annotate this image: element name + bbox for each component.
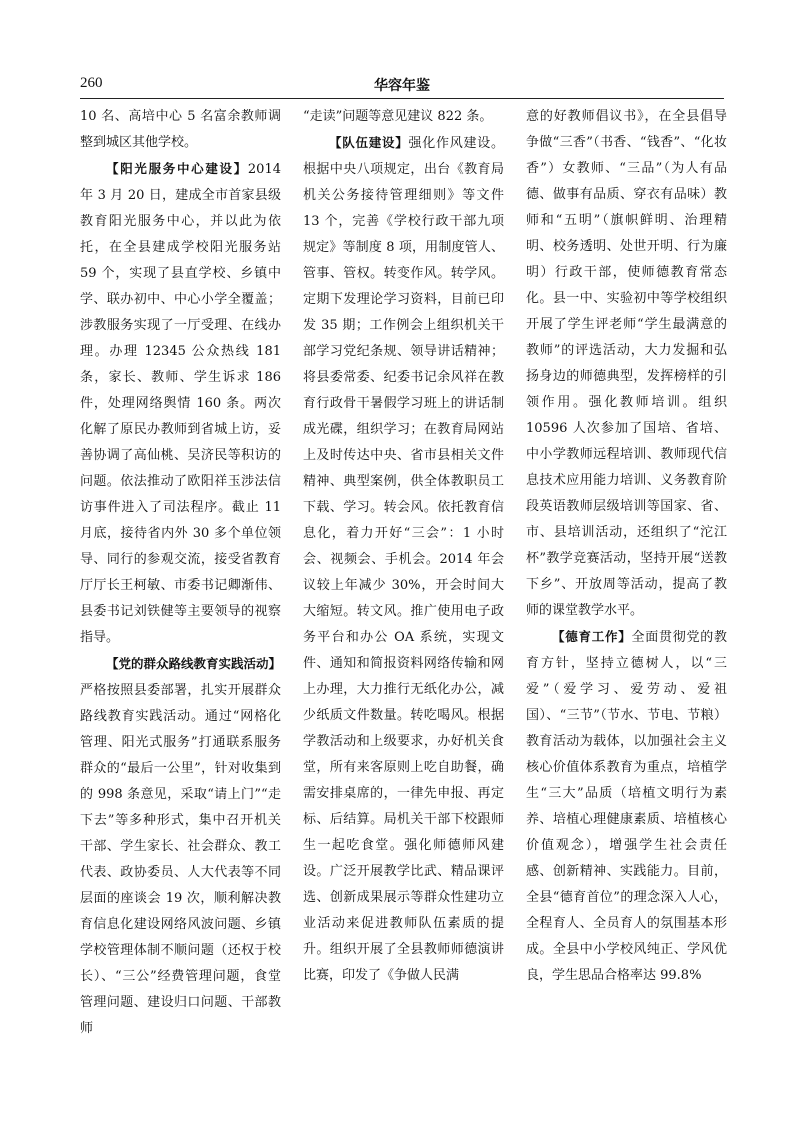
header-rule: [80, 98, 724, 99]
section-heading: 【党的群众路线教育实践活动】: [106, 656, 282, 671]
paragraph-text: 强化作风建设。根据中央八项规定，出台《教育局机关公务接待管理细则》等文件 13 个，完善《学校行政干部九项规定》等制度 8 项，用制度管人、管事、管权。转变作风。转学风。定期下发理论学习资料，目前已印发 35 期；工作例会上组织机关干部学习党纪条规、领导讲话精神；将县委常委、纪委书记余风祥在教育行政骨干暑假学习班上的讲话制成光碟，组织学习；在教育局网站上及时传达中央、省市县相关文件精神、典型案例，供全体教职员工下载、学习。转会风。依托教育信息化，着力开好“三会”：1 小时会、视频会、手机会。2014 年会议较上年减少 30%，开会时间大大缩短。转文风。推广使用电子政务平台和办公 OA 系统，实现文件、通知和简报资料网络传输和网上办理，大力推行无纸化办公，减少纸质文件数量。转吃喝风。根据学教活动和上级要求，办好机关食堂，所有来客原则上吃自助餐，确需安排桌席的，一律先申报、再定标、后结算。局机关干部下校跟师生一起吃食堂。强化师德师风建设。广泛开展教学比武、精品课评选、创新成果展示等群众性建功立业活动来促进教师队伍素质的提升。组织开展了全县教师师德演讲比赛，印发了《争做人民满: [303, 136, 504, 983]
section-heading: 【德育工作】: [552, 629, 632, 644]
paragraph: [80, 104, 281, 156]
paragraph: [526, 624, 727, 989]
paragraph-text: “走读”问题等意见建议 822 条。: [303, 109, 493, 124]
text-column-3: [526, 104, 727, 989]
running-title: 华容年鉴: [374, 78, 430, 94]
paragraph: [80, 651, 281, 1042]
page-number: 260: [80, 75, 103, 91]
paragraph-text: 全面贯彻党的教育方针，坚持立德树人，以“三爱”（爱学习、爱劳动、爱祖国）、“三节”（节水、节电、节粮）教育活动为载体，以加强社会主义核心价值体系教育为重点，培植学生“三大”品质（培植文明行为素养、培植心理健康素质、培植核心价值观念），增强学生社会责任感、创新精神、实践能力。目前，全县“德育首位”的理念深入人心，全程育人、全员育人的氛围基本形成。全县中小学校风纯正、学风优良，学生思品合格率达 99.8%: [526, 630, 727, 983]
section-heading: 【阳光服务中心建设】: [106, 161, 248, 176]
paragraph: [303, 104, 504, 130]
text-column-2: [303, 104, 504, 989]
section-heading: 【队伍建设】: [329, 135, 409, 150]
text-column-1: [80, 104, 281, 1042]
paragraph: [80, 156, 281, 651]
paragraph-text: 严格按照县委部署，扎实开展群众路线教育实践活动。通过“网格化管理、阳光式服务”打通联系服务群众的“最后一公里”，针对收集到的 998 条意见，采取“请上门”“走下去”等多种形式，集中召开机关干部、学生家长、社会群众、教工代表、政协委员、人大代表等不同层面的座谈会 19 次，顺利解决教育信息化建设网络风波问题、乡镇学校管理体制不顺问题（还权于校长）、“三公”经费管理问题，食堂管理问题、建设归口问题、干部教师: [80, 683, 281, 1036]
paragraph-text: 2014 年 3 月 20 日，建成全市首家县级教育阳光服务中心，并以此为依托，在全县建成学校阳光服务站 59 个，实现了县直学校、乡镇中学、联办初中、中心小学全覆盖；涉教服务实现了一厅受理、在线办理。办理 12345 公众热线 181 条，家长、教师、学生诉求 186 件，处理网络舆情 160 条。两次化解了原民办教师到省城上访，妥善协调了高仙桃、吴济民等积访的问题。依法推动了欧阳祥玉涉法信访事件进入了司法程序。截止 11 月底，接待省内外 30 多个单位领导、同行的参观交流，接受省教育厅厅长王柯敏、市委书记卿渐伟、县委书记刘铁健等主要领导的视察指导。: [80, 162, 281, 645]
paragraph-text: 10 名、高培中心 5 名富余教师调整到城区其他学校。: [80, 109, 281, 150]
page-header: [80, 75, 724, 97]
paragraph: [526, 104, 727, 624]
paragraph-text: 意的好教师倡议书》，在全县倡导争做“三香”（书香、“钱香”、“化妆香”）女教师、“三品”（为人有品德、做事有品质、穿衣有品味）教师和“五明”（旗帜鲜明、治理精明、校务透明、处世开明、行为廉明）行政干部，使师德教育常态化。县一中、实验初中等学校组织开展了学生评老师“学生最满意的教师”的评选活动，大力发掘和弘扬身边的师德典型，发挥榜样的引领作用。强化教师培训。组织 10596 人次参加了国培、省培、中小学教师远程培训、教师现代信息技术应用能力培训、义务教育阶段英语教师层级培训等国家、省、市、县培训活动，还组织了“沱江杯”教学竞赛活动，坚持开展“送教下乡”、开放周等活动，提高了教师的课堂教学水平。: [526, 109, 727, 618]
paragraph: [303, 130, 504, 989]
